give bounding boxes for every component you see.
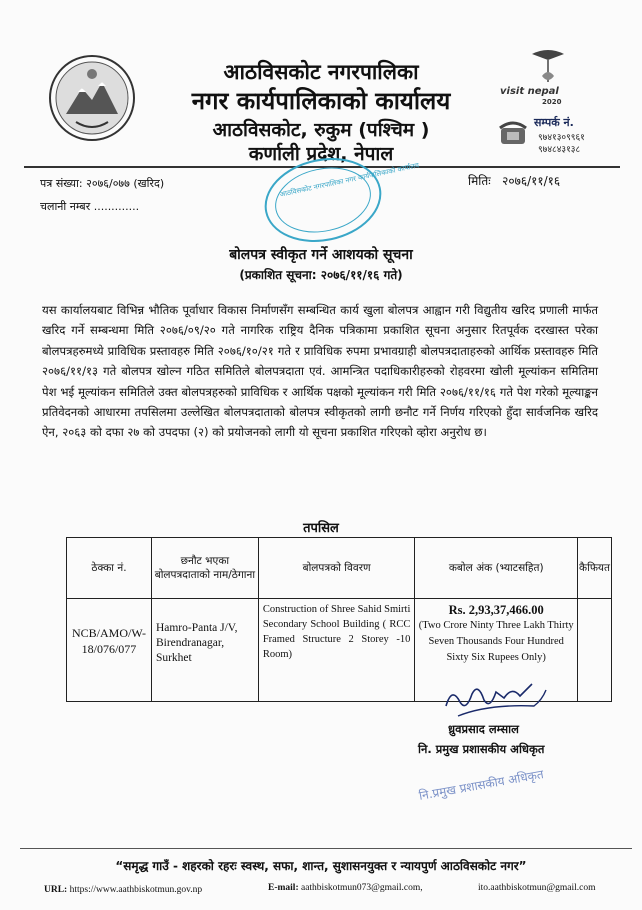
footer-motto: “समृद्ध गाउँ - शहरको रहरः स्वस्थ, सफा, शान्त, सुशासनयुक्त र न्यायपुर्ण आठविसकोट नगर” [115,859,527,873]
contact-label: सम्पर्क नं. [534,116,574,129]
footer-url [44,885,202,895]
visit-nepal-text: visit nepal [500,86,559,97]
col-amount: कबोल अंक (भ्याटसहित) [415,538,578,599]
date-label: मितिः [468,174,491,188]
ref-label: पत्र संख्या: [40,177,83,190]
dispatch-number [40,199,139,214]
notice-body: यस कार्यालयबाट विभिन्न भौतिक पूर्वाधार विकास निर्माणसँग सम्बन्धित कार्य खुला बोलपत्र आह्वान गरी विद्युतीय खरिद प्रणाली मार्फत खरिद गर्ने सम्बन्धमा मिति २०७६/०९/२० गते नागरिक राष्ट्रिय दैनिक पत्रिकामा प्रकाशित सूचना अनुसार रितपूर्वक दरखास्त परेका बोलपत्रहरुमध्ये प्राविधिक प्रस्तावहरु मिति २०७६/१०/२१ गते र प्राविधिक रुपमा प्रभावग्राही बोलपत्रदाताहरुको आर्थिक प्रस्तावहरु मिति २०७६/११/१३ गते बोलपत्र खोल्न गठित समितिले बोलपत्रदाता एवं. आमन्त्रित पदाधिकारीहरुको रोहवरमा खोली मूल्यांकन समितिमा पेश भई मूल्यांकन समितिले उक्त बोलपत्रहरुको प्राविधिक र आर्थिक पक्षको मूल्यांकन गरी मिति २०७६/११/१६ गते पेश गरेको मूल्याङ्कन प्रतिवेदनको आधारमा तपसिलमा उल्लेखित बोलपत्रदाताको बोलपत्र स्वीकृतको लागी छनौट गर्ने निर्णय गरिएको हुँदा सार्वजनिक खरिद ऐन, २०६३ को दफा २७ को उपदफा (२) को प्रयोजनको लागी यो सूचना प्रकाशित गरिएको व्होरा अनुरोध छ। [42,303,598,440]
ref-value: २०७६/०७७ (खरिद) [86,177,165,190]
remarks-cell [578,599,612,702]
footer-divider [20,848,632,849]
signatory-designation: नि. प्रमुख प्रशासकीय अधिकृत [418,742,545,756]
visit-nepal-year: 2020 [542,98,562,106]
notice-subtitle: (प्रकाशित सूचना: २०७६/११/१६ गते) [239,268,403,282]
visit-nepal-logo [508,46,586,106]
stamp-text: आठविसकोट नगरपालिका नगर कार्यपालिकाको कार्यालय [279,161,420,199]
org-name: आठविसकोट नगरपालिका [223,60,419,84]
col-description: बोलपत्रको विवरण [258,538,415,599]
email-label: E-mail: [268,883,299,893]
url-label: URL: [44,885,68,895]
amount-value: Rs. 2,93,37,466.00 [448,603,544,617]
email-link-1[interactable]: aathbiskotmun073@gmail.com, [300,883,423,893]
col-bidder: छनौट भएका बोलपत्रदाताको नाम/ठेगाना [151,538,258,599]
description-cell: Construction of Shree Sahid Smirti Secondary School Building ( RCC Framed Structure 2 Storey -10 Room) [258,599,415,702]
table-header-row [67,538,612,599]
reference-number [40,176,164,191]
bidder-cell: Hamro-Panta J/V, Birendranagar, Surkhet [151,599,258,702]
signatory-name: ध्रुवप्रसाद लम्साल [448,722,519,736]
col-contract-no: ठेक्का नं. [67,538,152,599]
notice-title: बोलपत्र स्वीकृत गर्ने आशयको सूचना [229,247,413,263]
website-link[interactable]: https://www.aathbiskotmun.gov.np [69,885,203,895]
signature-image [438,676,558,720]
contact-number: ९७४१३०९९६१ [538,133,585,143]
designation-seal: नि.प्रमुख प्रशासकीय अधिकृत [417,767,545,803]
office-stamp [258,154,420,246]
contract-no-cell: NCB/AMO/W-18/076/077 [67,599,152,702]
col-remarks: कैफियत [578,538,612,599]
footer-email [268,883,423,893]
telephone-icon [498,118,528,148]
org-address: आठविसकोट, रुकुम (पश्चिम ) [212,119,430,141]
chalani-value: ............. [93,200,140,213]
org-province: कर्णाली प्रदेश, नेपाल [248,143,394,165]
chalani-label: चलानी नम्बर [40,200,91,213]
email-link-2[interactable]: ito.aathbiskotmun@gmail.com [478,883,596,893]
office-name: नगर कार्यपालिकाको कार्यालय [191,87,451,115]
footer-email-2 [478,883,595,893]
letter-date [468,172,560,189]
date-value: २०७६/११/१६ [502,174,561,188]
amount-words: (Two Crore Ninty Three Lakh Thirty Seven Thousands Four Hundred Sixty Six Rupees Only) [418,620,574,663]
contact-number: ९७४८४३१३८ [538,145,581,155]
table-heading: तपसिल [303,521,339,536]
